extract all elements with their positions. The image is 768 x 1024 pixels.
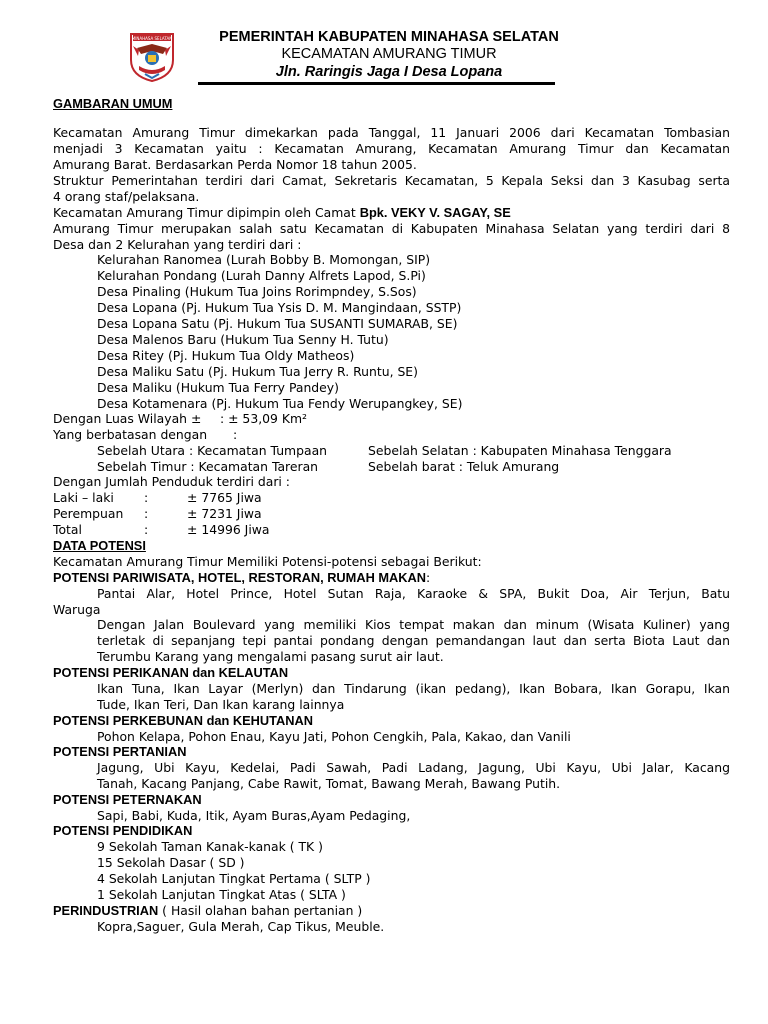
area-label: Dengan Luas Wilayah ± (53, 411, 202, 426)
paragraph-line: 4 orang staf/pelaksana. (53, 189, 200, 204)
village-item: Desa Lopana Satu (Pj. Hukum Tua SUSANTI SUMARAB, SE) (97, 316, 458, 331)
camat-line (53, 205, 511, 221)
potensi-peternakan-title: POTENSI PETERNAKAN (53, 792, 202, 807)
potensi-intro: Kecamatan Amurang Timur Memiliki Potensi-potensi sebagai Berikut: (53, 554, 482, 569)
population-male-colon: : (144, 490, 149, 505)
population-male-label: Laki – laki (53, 490, 114, 505)
paragraph-line: Amurang Timur merupakan salah satu Kecamatan di Kabupaten Minahasa Selatan yang terdiri dari 8 (53, 221, 730, 236)
paragraph-line: Kopra,Saguer, Gula Merah, Cap Tikus, Meuble. (97, 919, 385, 934)
coat-of-arms-logo (129, 30, 175, 82)
paragraph-line: Ikan Tuna, Ikan Layar (Merlyn) dan Tindarung (ikan pedang), Ikan Bobara, Ikan Gorapu, Ikan (97, 681, 730, 696)
border-east: Sebelah Timur : Kecamatan Tareran (97, 459, 319, 474)
potensi-industri-title: PERINDUSTRIAN (53, 903, 159, 918)
paragraph-line: Desa dan 2 Kelurahan yang terdiri dari : (53, 237, 302, 252)
village-item: Kelurahan Pondang (Lurah Danny Alfrets Lapod, S.Pi) (97, 268, 426, 283)
paragraph-line: Struktur Pemerintahan terdiri dari Camat, Sekretaris Kecamatan, 5 Kepala Seksi dan 3 Kasubag serta (53, 173, 730, 188)
village-item: Desa Kotamenara (Pj. Hukum Tua Fendy Werupangkey, SE) (97, 396, 463, 411)
border-west: Sebelah barat : Teluk Amurang (368, 459, 560, 474)
potensi-pendidikan-title: POTENSI PENDIDIKAN (53, 823, 193, 838)
village-item: Desa Pinaling (Hukum Tua Joins Rorimpndey, S.Sos) (97, 284, 417, 299)
paragraph-line: Pohon Kelapa, Pohon Enau, Kayu Jati, Pohon Cengkih, Pala, Kakao, dan Vanili (97, 729, 571, 744)
border-label: Yang berbatasan dengan (53, 427, 208, 442)
section-heading-gambaran: GAMBARAN UMUM (53, 96, 173, 111)
border-north: Sebelah Utara : Kecamatan Tumpaan (97, 443, 328, 458)
border-colon: : (233, 427, 238, 442)
potensi-perkebunan-title: POTENSI PERKEBUNAN dan KEHUTANAN (53, 713, 313, 728)
village-item: Desa Ritey (Pj. Hukum Tua Oldy Matheos) (97, 348, 355, 363)
population-total-colon: : (144, 522, 149, 537)
paragraph-line: terletak di sepanjang tepi pantai pondang dengan pemandangan laut dan serta Biota Laut dan (97, 633, 730, 648)
letterhead-title: PEMERINTAH KABUPATEN MINAHASA SELATAN (219, 29, 559, 45)
potensi-pariwisata-title-line (53, 570, 430, 586)
school-item: 1 Sekolah Lanjutan Tingkat Atas ( SLTA ) (97, 887, 346, 902)
village-item: Desa Lopana (Pj. Hukum Tua Ysis D. M. Mangindaan, SSTP) (97, 300, 462, 315)
potensi-industri-title-line (53, 903, 362, 919)
potensi-industri-subtitle: ( Hasil olahan bahan pertanian ) (158, 903, 363, 918)
paragraph-line: Dengan Jalan Boulevard yang memiliki Kios tempat makan dan minum (Wisata Kuliner) yang (97, 617, 730, 632)
paragraph-line: Waruga (53, 602, 101, 617)
population-total-value: ± 14996 Jiwa (187, 522, 270, 537)
population-total-label: Total (53, 522, 82, 537)
school-item: 4 Sekolah Lanjutan Tingkat Pertama ( SLTP ) (97, 871, 371, 886)
village-item: Desa Maliku (Hukum Tua Ferry Pandey) (97, 380, 339, 395)
potensi-perikanan-title: POTENSI PERIKANAN dan KELAUTAN (53, 665, 289, 680)
paragraph-line: Tanah, Kacang Panjang, Cabe Rawit, Tomat, Bawang Merah, Bawang Putih. (97, 776, 561, 791)
camat-name: Bpk. VEKY V. SAGAY, SE (359, 205, 511, 220)
paragraph-line: Sapi, Babi, Kuda, Itik, Ayam Buras,Ayam Pedaging, (97, 808, 411, 823)
svg-text:MINAHASA SELATAN: MINAHASA SELATAN (131, 35, 173, 41)
village-item: Kelurahan Ranomea (Lurah Bobby B. Momongan, SIP) (97, 252, 431, 267)
paragraph-line: Jagung, Ubi Kayu, Kedelai, Padi Sawah, Padi Ladang, Jagung, Ubi Kayu, Ubi Jalar, Kacang (97, 760, 730, 775)
paragraph-line: Terumbu Karang yang mengalami pasang surut air laut. (97, 649, 444, 664)
camat-prefix: Kecamatan Amurang Timur dipimpin oleh Camat (53, 205, 360, 220)
border-south: Sebelah Selatan : Kabupaten Minahasa Tenggara (368, 443, 672, 458)
paragraph-line: Kecamatan Amurang Timur dimekarkan pada Tanggal, 11 Januari 2006 dari Kecamatan Tombasian (53, 125, 730, 140)
population-label: Dengan Jumlah Penduduk terdiri dari : (53, 474, 290, 489)
letterhead-subtitle: KECAMATAN AMURANG TIMUR (281, 46, 497, 62)
paragraph-line: menjadi 3 Kecamatan yaitu : Kecamatan Amurang, Kecamatan Amurang Timur dan Kecamatan (53, 141, 730, 156)
paragraph-line: Pantai Alar, Hotel Prince, Hotel Sutan Raja, Karaoke & SPA, Bukit Doa, Air Terjun, Batu (97, 586, 730, 601)
potensi-pertanian-title: POTENSI PERTANIAN (53, 744, 187, 759)
village-item: Desa Malenos Baru (Hukum Tua Senny H. Tutu) (97, 332, 389, 347)
potensi-pariwisata-title: POTENSI PARIWISATA, HOTEL, RESTORAN, RUMAH MAKAN (53, 570, 427, 585)
area-value: : ± 53,09 Km² (220, 411, 308, 426)
population-male-value: ± 7765 Jiwa (187, 490, 262, 505)
population-female-colon: : (144, 506, 149, 521)
school-item: 9 Sekolah Taman Kanak-kanak ( TK ) (97, 839, 323, 854)
paragraph-line: Tude, Ikan Teri, Dan Ikan karang lainnya (97, 697, 345, 712)
letterhead-address: Jln. Raringis Jaga I Desa Lopana (275, 64, 503, 80)
village-item: Desa Maliku Satu (Pj. Hukum Tua Jerry R. Runtu, SE) (97, 364, 418, 379)
school-item: 15 Sekolah Dasar ( SD ) (97, 855, 245, 870)
section-heading-potensi: DATA POTENSI (53, 538, 146, 553)
letterhead-rule (198, 82, 555, 85)
population-female-value: ± 7231 Jiwa (187, 506, 262, 521)
paragraph-line: Amurang Barat. Berdasarkan Perda Nomor 18 tahun 2005. (53, 157, 417, 172)
population-female-label: Perempuan (53, 506, 124, 521)
potensi-pariwisata-colon: : (426, 570, 431, 585)
